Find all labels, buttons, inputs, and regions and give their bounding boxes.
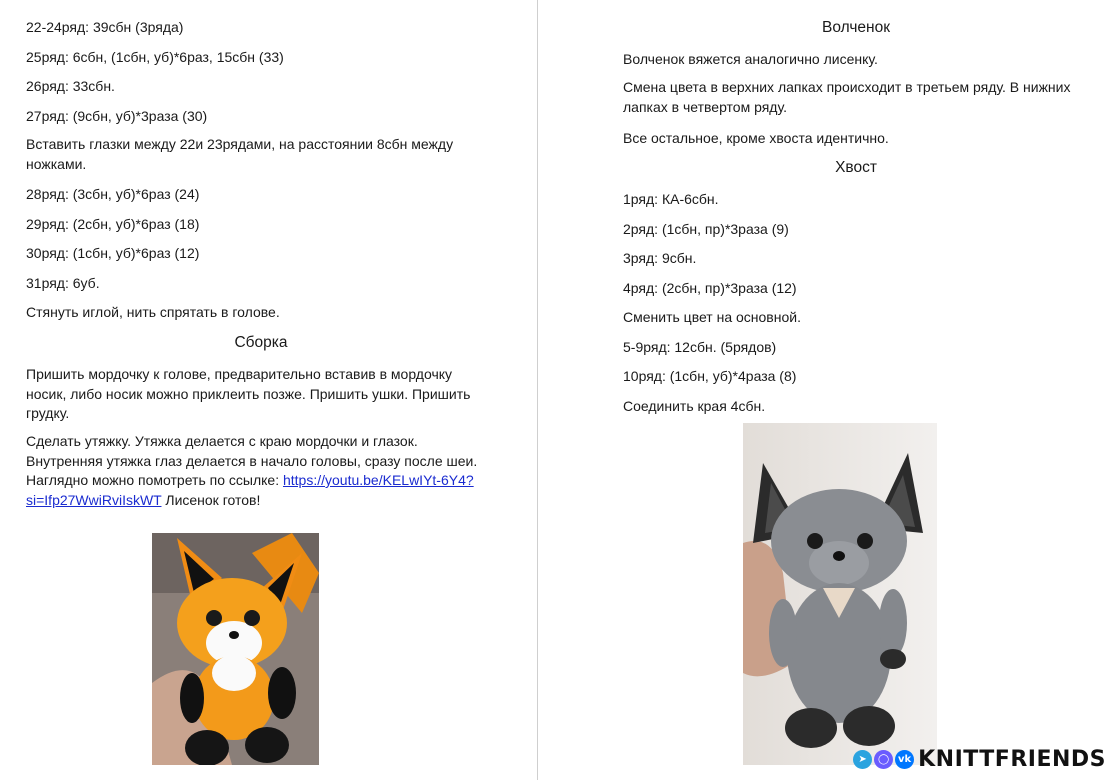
tail-heading: Хвост [835, 159, 877, 176]
brand-name: KNITTFRIENDS [918, 747, 1106, 772]
tail-row-4: 4ряд: (2сбн, пр)*3раза (12) [623, 280, 797, 296]
wolf-line-1: Волченок вяжется аналогично лисенку. [623, 51, 878, 67]
wolf-color-change: Смена цвета в верхних лапках происходит в третьем ряду. В нижних лапках в четвертом ряду. [623, 79, 1071, 115]
page-divider [537, 0, 538, 780]
tail-join: Соединить края 4сбн. [623, 398, 766, 414]
tail-color-change: Сменить цвет на основной. [623, 309, 801, 325]
eyes-instruction: Вставить глазки между 22и 23рядами, на расстоянии 8сбн между ножками. [26, 136, 454, 172]
tighten-text: Сделать утяжку. Утяжка делается с краю мордочки и глазок. Внутренняя утяжка глаз делается в начало головы, сразу после шеи. Наглядно можно помотреть по ссылке: [26, 433, 478, 488]
tail-row-3: 3ряд: 9сбн. [623, 250, 697, 266]
row-28: 28ряд: (3сбн, уб)*6раз (24) [26, 186, 200, 202]
knittfriends-watermark [853, 747, 1106, 772]
telegram-icon: ➤ [853, 750, 872, 769]
row-29: 29ряд: (2сбн, уб)*6раз (18) [26, 216, 200, 232]
assembly-heading: Сборка [234, 334, 288, 351]
assembly-text: Пришить мордочку к голове, предварительно вставив в мордочку носик, либо носик можно приклеить позже. Пришить ушки. Пришить грудку. [26, 366, 471, 421]
row-26: 26ряд: 33сбн. [26, 78, 115, 94]
row-25: 25ряд: 6сбн, (1сбн, уб)*6раз, 15сбн (33) [26, 49, 284, 65]
max-messenger-icon: ◯ [874, 750, 893, 769]
vk-icon: vk [895, 750, 914, 769]
fox-toy-photo [152, 533, 319, 765]
row-27: 27ряд: (9сбн, уб)*3раза (30) [26, 108, 208, 124]
row-31: 31ряд: 6уб. [26, 275, 100, 291]
wolf-heading: Волченок [822, 19, 890, 36]
youtube-link[interactable]: https://youtu.be/KELwIYt-6Y4?si=Ifp27WwiRviIskWT [26, 472, 474, 508]
wolf-toy-photo [743, 423, 937, 765]
row-22-24: 22-24ряд: 39сбн (3ряда) [26, 19, 184, 35]
tail-row-2: 2ряд: (1сбн, пр)*3раза (9) [623, 221, 789, 237]
tail-row-10: 10ряд: (1сбн, уб)*4раза (8) [623, 368, 797, 384]
row-30: 30ряд: (1сбн, уб)*6раз (12) [26, 245, 200, 261]
tighten-paragraph [26, 432, 496, 510]
finish-note: Стянуть иглой, нить спрятать в голове. [26, 304, 280, 320]
tail-row-5-9: 5-9ряд: 12сбн. (5рядов) [623, 339, 777, 355]
fox-done-text: Лисенок готов! [165, 491, 261, 508]
wolf-line-3: Все остальное, кроме хвоста идентично. [623, 130, 889, 146]
tail-row-1: 1ряд: КА-6сбн. [623, 191, 719, 207]
